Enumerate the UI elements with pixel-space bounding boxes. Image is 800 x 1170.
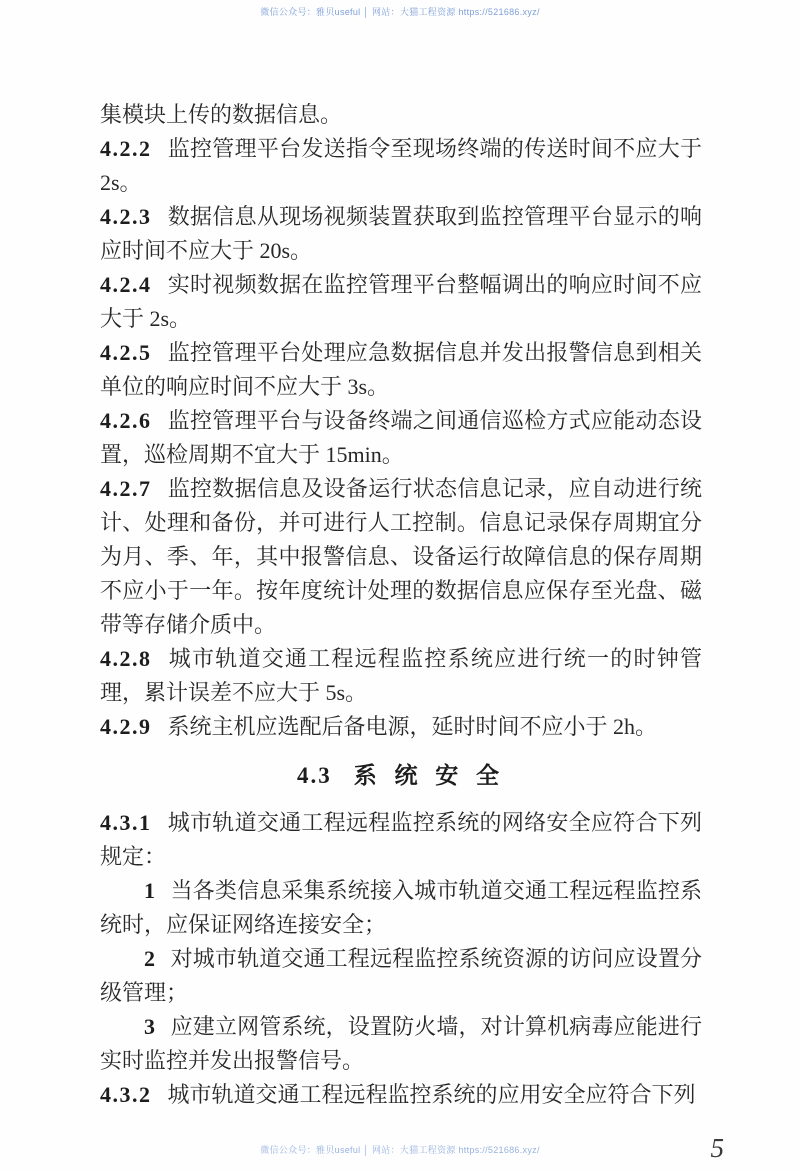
item-number: 1 bbox=[144, 878, 157, 903]
page-content bbox=[100, 98, 702, 1112]
paragraph-continuation bbox=[100, 98, 702, 132]
clause-text: 监控管理平台发送指令至现场终端的传送时间不应大于 2s。 bbox=[100, 136, 702, 195]
section-heading-4-3 bbox=[100, 759, 702, 793]
clause-number: 4.3.2 bbox=[100, 1082, 152, 1107]
clause-4-3-2 bbox=[100, 1078, 702, 1112]
clause-number: 4.2.5 bbox=[100, 340, 152, 365]
page-number: 5 bbox=[710, 1133, 724, 1163]
clause-number: 4.2.4 bbox=[100, 272, 152, 297]
item-text: 当各类信息采集系统接入城市轨道交通工程远程监控系统时，应保证网络连接安全； bbox=[100, 878, 702, 937]
item-text: 对城市轨道交通工程远程监控系统资源的访问应设置分级管理； bbox=[100, 946, 702, 1005]
clause-text: 城市轨道交通工程远程监控系统应进行统一的时钟管理，累计误差不应大于 5s。 bbox=[100, 646, 702, 705]
clause-4-2-7 bbox=[100, 472, 702, 642]
clause-4-2-8 bbox=[100, 642, 702, 710]
section-heading-title: 系 统 安 全 bbox=[353, 763, 505, 788]
list-item-3 bbox=[100, 1010, 702, 1078]
section-heading-number: 4.3 bbox=[297, 763, 332, 788]
clause-4-2-3 bbox=[100, 200, 702, 268]
item-number: 2 bbox=[144, 946, 157, 971]
clause-number: 4.2.6 bbox=[100, 408, 152, 433]
clause-number: 4.2.9 bbox=[100, 714, 152, 739]
clause-4-2-5 bbox=[100, 336, 702, 404]
watermark-bottom: 微信公众号：雅贝useful │ 网站：大猫工程资源 https://521686.xyz/ bbox=[260, 1145, 540, 1155]
clause-number: 4.2.8 bbox=[100, 646, 152, 671]
clause-4-3-1 bbox=[100, 806, 702, 874]
clause-4-2-6 bbox=[100, 404, 702, 472]
item-text: 应建立网管系统，设置防火墙，对计算机病毒应能进行实时监控并发出报警信号。 bbox=[100, 1014, 702, 1073]
clause-text: 城市轨道交通工程远程监控系统的应用安全应符合下列 bbox=[167, 1082, 696, 1107]
paragraph-text: 集模块上传的数据信息。 bbox=[100, 102, 343, 127]
clause-text: 监控管理平台与设备终端之间通信巡检方式应能动态设置，巡检周期不宜大于 15min。 bbox=[100, 408, 702, 467]
clause-number: 4.2.2 bbox=[100, 136, 152, 161]
clause-number: 4.2.3 bbox=[100, 204, 152, 229]
watermark-top: 微信公众号：雅贝useful │ 网站：大猫工程资源 https://521686.xyz/ bbox=[260, 7, 540, 17]
clause-text: 监控数据信息及设备运行状态信息记录，应自动进行统计、处理和备份，并可进行人工控制。信息记录保存周期宜分为月、季、年，其中报警信息、设备运行故障信息的保存周期不应小于一年。按年度统计处理的数据信息应保存至光盘、磁带等存储介质中。 bbox=[100, 476, 702, 637]
list-item-1 bbox=[100, 874, 702, 942]
clause-text: 数据信息从现场视频装置获取到监控管理平台显示的响应时间不应大于 20s。 bbox=[100, 204, 702, 263]
item-number: 3 bbox=[144, 1014, 157, 1039]
clause-text: 城市轨道交通工程远程监控系统的网络安全应符合下列规定： bbox=[100, 810, 702, 869]
clause-4-2-9 bbox=[100, 710, 702, 744]
clause-text: 实时视频数据在监控管理平台整幅调出的响应时间不应大于 2s。 bbox=[100, 272, 702, 331]
clause-4-2-2 bbox=[100, 132, 702, 200]
clause-4-2-4 bbox=[100, 268, 702, 336]
clause-number: 4.2.7 bbox=[100, 476, 152, 501]
clause-number: 4.3.1 bbox=[100, 810, 152, 835]
clause-text: 系统主机应选配后备电源，延时时间不应小于 2h。 bbox=[167, 714, 658, 739]
list-item-2 bbox=[100, 942, 702, 1010]
clause-text: 监控管理平台处理应急数据信息并发出报警信息到相关单位的响应时间不应大于 3s。 bbox=[100, 340, 702, 399]
